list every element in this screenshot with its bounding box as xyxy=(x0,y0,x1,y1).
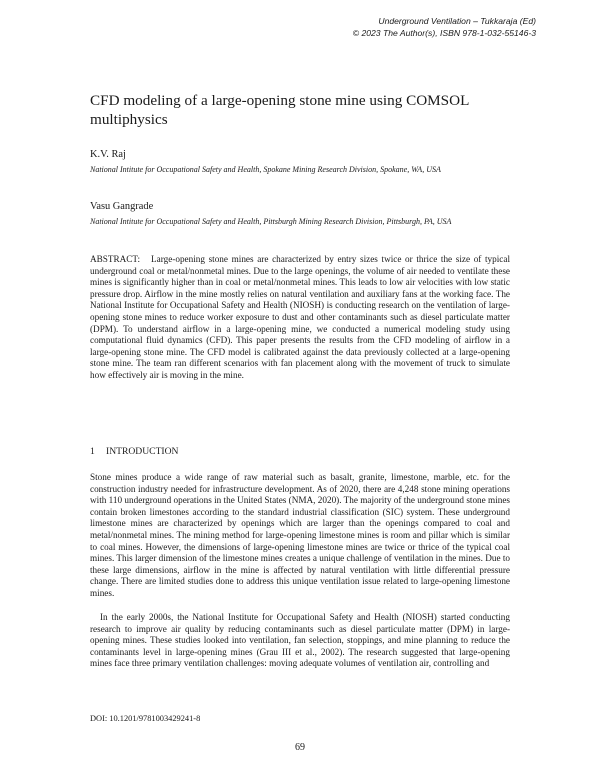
section-heading xyxy=(90,446,178,458)
abstract-label: ABSTRACT: xyxy=(90,254,141,264)
section-title: INTRODUCTION xyxy=(106,446,179,457)
author-name-1: K.V. Raj xyxy=(90,149,126,160)
paper-title: CFD modeling of a large-opening stone mine using COMSOL multiphysics xyxy=(90,92,469,128)
abstract-text: Large-opening stone mines are characterized by entry sizes twice or thrice the size of typical underground coal or metal/nonmetal mines. Due to the large openings, the volume of air needed to ventilate these mines is significantly higher than in coal or metal/nonmetal mines. This leads to low air velocities with low static pressure drop. Airflow in the mine mostly relies on natural ventilation and auxiliary fans at the working face. The National Institute for Occupational Safety and Health (NIOSH) is conducting research on the ventilation of large-opening stone mines to reduce worker exposure to dust and other contaminants such as diesel particulate matter (DPM). To understand airflow in a large-opening mine, we conducted a numerical modeling study using computational fluid dynamics (CFD). This paper presents the results from the CFD modeling of airflow in a large-opening stone mine. The CFD model is calibrated against the data previously collected at a large-opening stone mine. The team ran different scenarios with fan placement along with the movement of truck to simulate how effectively air is moving in the mine. xyxy=(90,254,510,380)
author-affiliation-1: National Intitute for Occupational Safety and Health, Spokane Mining Research Division, Spokane, WA, USA xyxy=(90,165,441,174)
section-number: 1 xyxy=(90,446,95,457)
header-copyright: © 2023 The Author(s), ISBN 978-1-032-55146-3 xyxy=(352,27,536,38)
body-paragraph-1: Stone mines produce a wide range of raw material such as basalt, granite, limestone, marble, etc. for the construction industry needed for infrastructure development. As of 2020, there are 4,248 stone mining operations with 110 underground operations in the United States (NMA, 2020). The majority of the underground stone mines contain broken limestones according to the standard industrial classification (SIC) system. These underground limestone mines are characterized by openings which are larger than the openings compared to coal and metal/nonmetal mines. The mining method for large-opening limestone mines is room and pillar which is similar to coal mines. However, the dimensions of large-opening limestone mines are twice or thrice of the typical coal mines. This larger dimension of the limestone mines creates a unique challenge of ventilation in the mines. Due to these large dimensions, airflow in the mine is affected by natural ventilation with little differential pressure change. There are limited studies done to address this unique ventilation issue related to large-opening limestone mines. xyxy=(90,472,510,598)
page-number: 69 xyxy=(295,742,305,753)
running-header xyxy=(353,16,536,39)
author-affiliation-2: National Intitute for Occupational Safety and Health, Pittsburgh Mining Research Division, Pittsburgh, PA, USA xyxy=(90,217,452,226)
header-book-title: Underground Ventilation – Tukkaraja (Ed) xyxy=(378,16,536,26)
abstract xyxy=(90,254,510,382)
author-name-2: Vasu Gangrade xyxy=(90,201,154,212)
doi-line: DOI: 10.1201/9781003429241-8 xyxy=(90,714,201,723)
body-paragraph-2: In the early 2000s, the National Institute for Occupational Safety and Health (NIOSH) started conducting research to improve air quality by reducing contaminants such as diesel particulate matter (DPM) in large-opening mines. These studies looked into ventilation, fan selection, stoppings, and mine planning to reduce the contaminants level in large-opening mines (Grau III et al., 2002). The research suggested that large-opening mines face three primary ventilation challenges: moving adequate volumes of ventilation air, controlling and xyxy=(90,612,510,669)
